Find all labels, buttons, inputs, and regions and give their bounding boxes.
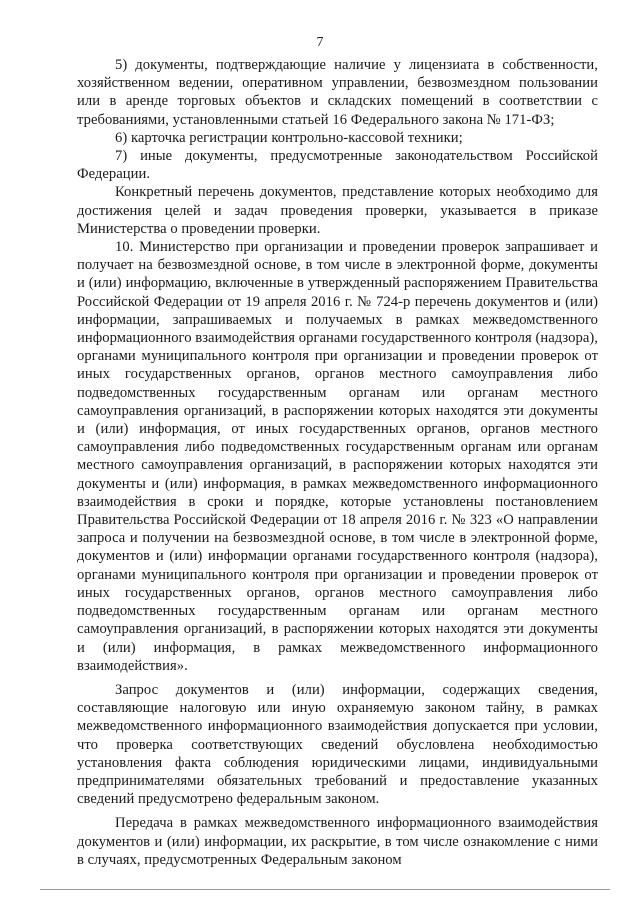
paragraph-item-5: 5) документы, подтверждающие наличие у лицензиата в собственности, хозяйственном ведении, оперативном управлении, безвозмездном пользовании или в аренде торговых объектов и складских помещений в соответствии с требованиями, установленными статьей 16 Федерального закона № 171-ФЗ;: [77, 57, 598, 128]
paragraph-transfer: Передача в рамках межведомственного информационного взаимодействия документов и (или) информации, их раскрытие, в том числе ознакомление с ними в случаях, предусмотренных Федеральным законом: [77, 815, 598, 868]
page-number: 7: [316, 34, 324, 49]
paragraph-item-7: 7) иные документы, предусмотренные законодательством Российской Федерации.: [77, 148, 598, 183]
paragraph-clause-10: 10. Министерство при организации и проведении проверок запрашивает и получает на безвозмездной основе, в том числе в электронной форме, документы и (или) информацию, включенные в утвержденный распоряжением Правительства Российской Федерации от 19 апреля 2016 г. № 724-р перечень документов и (или) информации, запрашиваемых и получаемых в рамках межведомственного информационного взаимодействия органами государственного контроля (надзора), органами муниципального контроля при организации и проведении проверок от иных государственных органов, органов местного самоуправления либо подведомственных государственным органам или органам местного самоуправления организаций, в распоряжении которых находятся эти документы и (или) информация, от иных государственных органов, органов местного самоуправления либо подведомственных государственным органам или органам местного самоуправления организаций, в распоряжении которых находятся эти документы и (или) информация, в рамках межведомственного информационного взаимодействия в сроки и порядке, которые установлены постановлением Правительства Российской Федерации от 18 апреля 2016 г. № 323 «О направлении запроса и получении на безвозмездной основе, в том числе в электронной форме, документов и (или) информации органами государственного контроля (надзора), органами муниципального контроля при организации и проведении проверок от иных государственных органов, органов местного самоуправления либо подведомственных государственным органам или органам местного самоуправления организаций, в распоряжении которых находятся эти документы и (или) информация, в рамках межведомственного информационного взаимодействия».: [77, 239, 598, 674]
paragraph-document-list: Конкретный перечень документов, представление которых необходимо для достижения целей и задач проведения проверки, указывается в приказе Министерства о проведении проверки.: [77, 184, 598, 237]
paragraph-request-secrets: Запрос документов и (или) информации, содержащих сведения, составляющие налоговую или иную охраняемую законом тайну, в рамках межведомственного информационного взаимодействия допускается при условии, что проверка соответствующих сведений обусловлена необходимостью установления факта соблюдения юридическими лицами, индивидуальными предпринимателями обязательных требований и предоставление указанных сведений предусмотрено федеральным законом.: [77, 681, 598, 808]
document-body: [77, 56, 598, 869]
paragraph-item-6: 6) карточка регистрации контрольно-кассовой техники;: [115, 129, 463, 146]
bottom-rule: [40, 889, 610, 890]
